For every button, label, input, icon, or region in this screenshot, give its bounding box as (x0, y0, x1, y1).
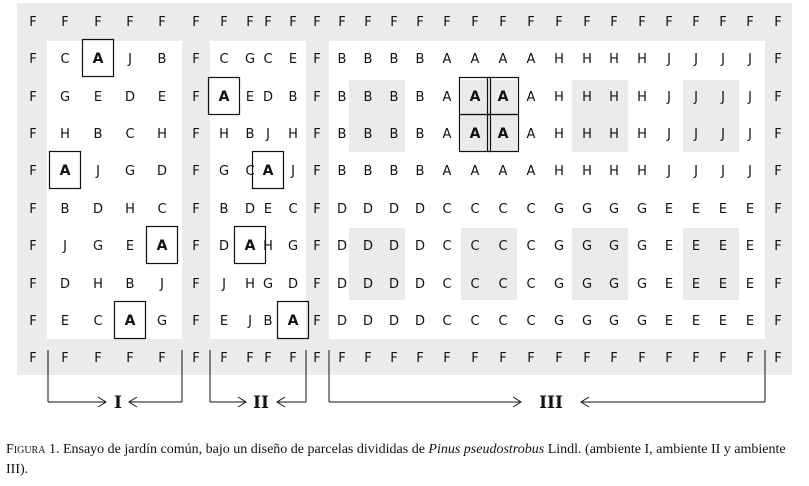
grid-cell: D (388, 277, 400, 292)
grid-cell: F (192, 90, 200, 105)
grid-cell: B (337, 90, 347, 105)
grid-cell: F (192, 239, 200, 254)
grid-cell: G (608, 239, 620, 254)
grid-cell: F (29, 239, 37, 254)
grid-cell: A (470, 52, 480, 67)
grid-cell: F (583, 15, 591, 30)
grid-cell: D (362, 239, 374, 254)
grid-cell: F (471, 351, 479, 366)
grid-cell: F (364, 15, 372, 30)
grid-cell: E (664, 239, 674, 254)
grid-cell: J (748, 127, 752, 142)
grid-cell: F (29, 202, 37, 217)
grid-cell: J (721, 52, 725, 67)
grid-cell: F (610, 15, 618, 30)
grid-cell: A (469, 126, 481, 142)
grid-cell: C (442, 314, 452, 329)
grid-cell: E (60, 314, 70, 329)
grid-cell: H (609, 52, 619, 67)
grid-cell: F (416, 351, 424, 366)
grid-cell: J (694, 127, 698, 142)
grid-cell: A (124, 313, 136, 329)
grid-cell: F (29, 52, 37, 67)
grid-cell: G (636, 202, 648, 217)
grid-cell: C (498, 239, 508, 254)
grid-cell: A (526, 164, 536, 179)
grid-cell: D (92, 202, 104, 217)
grid-cell: J (291, 164, 295, 179)
grid-cell: C (470, 239, 480, 254)
grid-cell: F (338, 351, 346, 366)
grid-cell: C (125, 127, 135, 142)
grid-cell: E (664, 202, 674, 217)
grid-cell: D (218, 239, 230, 254)
grid-cell: G (59, 90, 71, 105)
grid-cell: C (245, 164, 255, 179)
grid-cell: B (60, 202, 70, 217)
grid-cell: G (581, 314, 593, 329)
grid-cell: D (362, 277, 374, 292)
grid-cell: D (262, 90, 274, 105)
grid-cell: B (219, 202, 229, 217)
grid-cell: B (363, 164, 373, 179)
grid-cell: B (389, 164, 399, 179)
grid-cell: E (718, 239, 728, 254)
grid-cell: E (288, 52, 298, 67)
grid-cell: A (498, 52, 508, 67)
grid-cell: F (774, 127, 782, 142)
grid-cell: F (313, 202, 321, 217)
grid-cell: E (691, 202, 701, 217)
grid-cell: G (553, 239, 565, 254)
grid-cell: F (638, 15, 646, 30)
grid-cell: F (29, 15, 37, 30)
grid-cell: F (220, 351, 228, 366)
grid-cell: C (470, 314, 480, 329)
grid-cell: G (636, 239, 648, 254)
grid-cell: A (497, 89, 509, 105)
grid-cell: D (414, 314, 426, 329)
grid-cell: F (246, 351, 254, 366)
grid-cell: F (126, 351, 134, 366)
grid-cell: G (553, 277, 565, 292)
grid-cell: H (125, 202, 135, 217)
grid-cell: A (526, 127, 536, 142)
grid-cell: E (745, 239, 755, 254)
grid-cell: F (499, 351, 507, 366)
grid-cell: B (415, 127, 425, 142)
grid-cell: A (59, 163, 71, 179)
grid-cell: F (192, 351, 200, 366)
grid-cell: E (245, 90, 255, 105)
grid-cell: H (93, 277, 103, 292)
grid-cell: J (222, 277, 226, 292)
grid-cell: F (313, 127, 321, 142)
grid-cell: F (126, 15, 134, 30)
grid-cell: A (92, 51, 104, 67)
grid-cell: F (527, 351, 535, 366)
grid-cell: F (313, 314, 321, 329)
background-region (683, 80, 739, 152)
grid-cell: A (218, 89, 230, 105)
caption-species: Pinus pseudostrobus (428, 442, 545, 457)
grid-cell: A (469, 89, 481, 105)
grid-cell: F (774, 277, 782, 292)
grid-cell: J (667, 164, 671, 179)
grid-cell: H (263, 239, 273, 254)
grid-cell: H (554, 164, 564, 179)
grid-cell: B (363, 90, 373, 105)
grid-cell: C (526, 239, 536, 254)
grid-cell: A (497, 126, 509, 142)
caption-text-after: Lindl. (ambiente I, ambiente II y ambiente III). (6, 442, 786, 477)
caption-label: Figura 1. (6, 442, 60, 457)
grid-cell: F (192, 15, 200, 30)
grid-cell: J (748, 90, 752, 105)
grid-cell: E (664, 277, 674, 292)
grid-cell: H (582, 90, 592, 105)
grid-cell: G (262, 277, 274, 292)
grid-cell: D (388, 314, 400, 329)
grid-cell: A (156, 238, 168, 254)
grid-cell: F (527, 15, 535, 30)
grid-cell: F (692, 351, 700, 366)
grid-cell: E (718, 202, 728, 217)
grid-cell: F (313, 52, 321, 67)
grid-cell: F (774, 164, 782, 179)
grid-cell: D (362, 314, 374, 329)
grid-cell: F (746, 15, 754, 30)
grid-cell: G (156, 314, 168, 329)
grid-cell: B (337, 127, 347, 142)
grid-cell: E (93, 90, 103, 105)
grid-cell: D (336, 277, 348, 292)
grid-cell: B (93, 127, 103, 142)
grid-cell: F (774, 202, 782, 217)
grid-cell: C (442, 277, 452, 292)
grid-cell: H (582, 52, 592, 67)
grid-cell: D (414, 239, 426, 254)
grid-cell: A (498, 164, 508, 179)
grid-cell: F (192, 164, 200, 179)
grid-cell: C (470, 202, 480, 217)
grid-cell: D (388, 202, 400, 217)
grid-cell: B (363, 127, 373, 142)
grid-cell: J (160, 277, 164, 292)
grid-cell: F (29, 277, 37, 292)
grid-cell: F (774, 239, 782, 254)
grid-cell: E (691, 239, 701, 254)
grid-cell: F (313, 277, 321, 292)
grid-cell: C (526, 277, 536, 292)
grid-cell: J (266, 127, 270, 142)
grid-cell: C (442, 239, 452, 254)
background-region (47, 41, 182, 339)
grid-cell: F (313, 351, 321, 366)
grid-cell: F (313, 15, 321, 30)
grid-cell: F (390, 351, 398, 366)
grid-cell: G (287, 239, 299, 254)
grid-cell: G (581, 202, 593, 217)
grid-cell: E (745, 277, 755, 292)
grid-cell: F (29, 90, 37, 105)
grid-cell: F (264, 351, 272, 366)
grid-cell: D (414, 202, 426, 217)
grid-cell: F (246, 15, 254, 30)
grid-cell: B (415, 164, 425, 179)
grid-cell: G (218, 164, 230, 179)
grid-cell: H (554, 52, 564, 67)
grid-cell: F (610, 351, 618, 366)
grid-cell: E (691, 277, 701, 292)
grid-cell: B (363, 52, 373, 67)
grid-cell: C (442, 202, 452, 217)
grid-cell: F (665, 351, 673, 366)
grid-cell: C (498, 314, 508, 329)
grid-cell: E (157, 90, 167, 105)
grid-cell: J (667, 127, 671, 142)
grid-cell: A (287, 313, 299, 329)
background-region (572, 228, 628, 300)
grid-cell: D (156, 164, 168, 179)
grid-cell: D (287, 277, 299, 292)
grid-cell: F (192, 277, 200, 292)
grid-cell: B (288, 90, 298, 105)
grid-cell: E (718, 277, 728, 292)
grid-cell: D (362, 202, 374, 217)
grid-cell: G (124, 164, 136, 179)
env-label-iii: III (539, 393, 563, 413)
grid-cell: F (29, 127, 37, 142)
grid-cell: G (92, 239, 104, 254)
grid-cell: E (745, 202, 755, 217)
grid-cell: F (192, 52, 200, 67)
grid-cell: F (665, 15, 673, 30)
grid-cell: F (29, 164, 37, 179)
grid-cell: H (637, 52, 647, 67)
grid-cell: D (388, 239, 400, 254)
grid-cell: H (609, 127, 619, 142)
grid-cell: F (192, 127, 200, 142)
grid-cell: H (609, 90, 619, 105)
grid-cell: B (389, 52, 399, 67)
grid-cell: F (692, 15, 700, 30)
grid-cell: F (416, 15, 424, 30)
grid-cell: F (719, 351, 727, 366)
grid-cell: C (263, 52, 273, 67)
grid-cell: F (29, 314, 37, 329)
grid-cell: E (219, 314, 229, 329)
grid-cell: F (583, 351, 591, 366)
env-label-ii: II (253, 393, 269, 413)
grid-cell: C (288, 202, 298, 217)
grid-cell: H (157, 127, 167, 142)
grid-cell: F (220, 15, 228, 30)
grid-cell: F (61, 15, 69, 30)
grid-cell: J (128, 52, 132, 67)
grid-cell: H (637, 164, 647, 179)
grid-cell: F (774, 314, 782, 329)
grid-cell: J (667, 52, 671, 67)
grid-cell: B (263, 314, 273, 329)
grid-cell: F (94, 15, 102, 30)
grid-cell: H (60, 127, 70, 142)
grid-cell: F (61, 351, 69, 366)
grid-cell: F (364, 351, 372, 366)
grid-cell: H (582, 127, 592, 142)
grid-cell: A (262, 163, 274, 179)
grid-cell: J (721, 127, 725, 142)
grid-cell: D (336, 239, 348, 254)
grid-cell: E (745, 314, 755, 329)
grid-cell: J (748, 52, 752, 67)
grid-cell: H (609, 164, 619, 179)
grid-cell: H (245, 277, 255, 292)
grid-cell: H (288, 127, 298, 142)
grid-cell: E (125, 239, 135, 254)
grid-cell: F (499, 15, 507, 30)
grid-cell: C (157, 202, 167, 217)
grid-cell: G (608, 314, 620, 329)
grid-cell: G (608, 202, 620, 217)
grid-cell: F (313, 90, 321, 105)
grid-cell: B (337, 52, 347, 67)
grid-cell: B (389, 90, 399, 105)
grid-cell: E (691, 314, 701, 329)
grid-cell: F (313, 164, 321, 179)
grid-cell: A (442, 52, 452, 67)
grid-cell: J (96, 164, 100, 179)
grid-cell: J (248, 314, 252, 329)
grid-cell: G (608, 277, 620, 292)
grid-cell: F (443, 15, 451, 30)
grid-cell: J (694, 52, 698, 67)
grid-cell: H (582, 164, 592, 179)
grid-cell: A (244, 238, 256, 254)
grid-cell: F (390, 15, 398, 30)
grid-cell: F (774, 52, 782, 67)
grid-cell: D (336, 202, 348, 217)
env-label-i: I (114, 393, 122, 413)
grid-cell: A (526, 90, 536, 105)
grid-cell: F (158, 15, 166, 30)
grid-cell: G (553, 202, 565, 217)
grid-cell: F (313, 239, 321, 254)
grid-cell: D (414, 277, 426, 292)
grid-cell: G (636, 277, 648, 292)
grid-cell: A (526, 52, 536, 67)
grid-cell: F (746, 351, 754, 366)
grid-cell: C (526, 202, 536, 217)
grid-cell: F (338, 15, 346, 30)
grid-cell: D (59, 277, 71, 292)
grid-cell: D (124, 90, 136, 105)
grid-cell: F (443, 351, 451, 366)
grid-cell: F (289, 15, 297, 30)
background-region (210, 41, 306, 339)
grid-cell: G (581, 277, 593, 292)
grid-cell: F (192, 314, 200, 329)
grid-cell: B (415, 90, 425, 105)
caption-text-before: Ensayo de jardín común, bajo un diseño de parcelas divididas de (59, 442, 429, 457)
grid-cell: G (244, 52, 256, 67)
grid-cell: F (555, 351, 563, 366)
background-region (572, 80, 628, 152)
grid-cell: B (415, 52, 425, 67)
grid-cell: F (638, 351, 646, 366)
grid-cell: G (636, 314, 648, 329)
grid-cell: F (774, 90, 782, 105)
grid-cell: E (664, 314, 674, 329)
grid-cell: C (526, 314, 536, 329)
grid-cell: B (245, 127, 255, 142)
grid-cell: F (264, 15, 272, 30)
grid-cell: E (263, 202, 273, 217)
grid-cell: A (442, 90, 452, 105)
grid-cell: F (774, 15, 782, 30)
grid-cell: C (60, 52, 70, 67)
grid-cell: G (553, 314, 565, 329)
grid-cell: J (63, 239, 67, 254)
grid-cell: A (442, 164, 452, 179)
grid-cell: A (442, 127, 452, 142)
grid-cell: F (555, 15, 563, 30)
grid-cell: D (244, 202, 256, 217)
grid-cell: D (336, 314, 348, 329)
grid-cell: J (721, 164, 725, 179)
grid-cell: H (637, 90, 647, 105)
grid-cell: F (289, 351, 297, 366)
figure-caption (6, 440, 806, 480)
grid-cell: C (219, 52, 229, 67)
grid-cell: F (192, 202, 200, 217)
grid-cell: F (158, 351, 166, 366)
grid-cell: J (694, 164, 698, 179)
grid-cell: H (219, 127, 229, 142)
grid-cell: C (498, 202, 508, 217)
grid-cell: B (125, 277, 135, 292)
grid-cell: H (554, 127, 564, 142)
grid-cell: C (470, 277, 480, 292)
grid-cell: B (157, 52, 167, 67)
grid-cell: B (389, 127, 399, 142)
grid-cell: F (29, 351, 37, 366)
grid-cell: F (774, 351, 782, 366)
grid-cell: F (719, 15, 727, 30)
grid-cell: F (471, 15, 479, 30)
grid-cell: H (554, 90, 564, 105)
grid-cell: H (637, 127, 647, 142)
grid-cell: F (94, 351, 102, 366)
grid-cell: E (718, 314, 728, 329)
background-region (461, 228, 517, 300)
grid-cell: C (498, 277, 508, 292)
grid-cell: A (470, 164, 480, 179)
grid-cell: J (721, 90, 725, 105)
grid-cell: B (337, 164, 347, 179)
grid-cell: C (93, 314, 103, 329)
grid-cell: G (581, 239, 593, 254)
grid-cell: J (748, 164, 752, 179)
grid-cell: J (694, 90, 698, 105)
grid-cell: J (667, 90, 671, 105)
